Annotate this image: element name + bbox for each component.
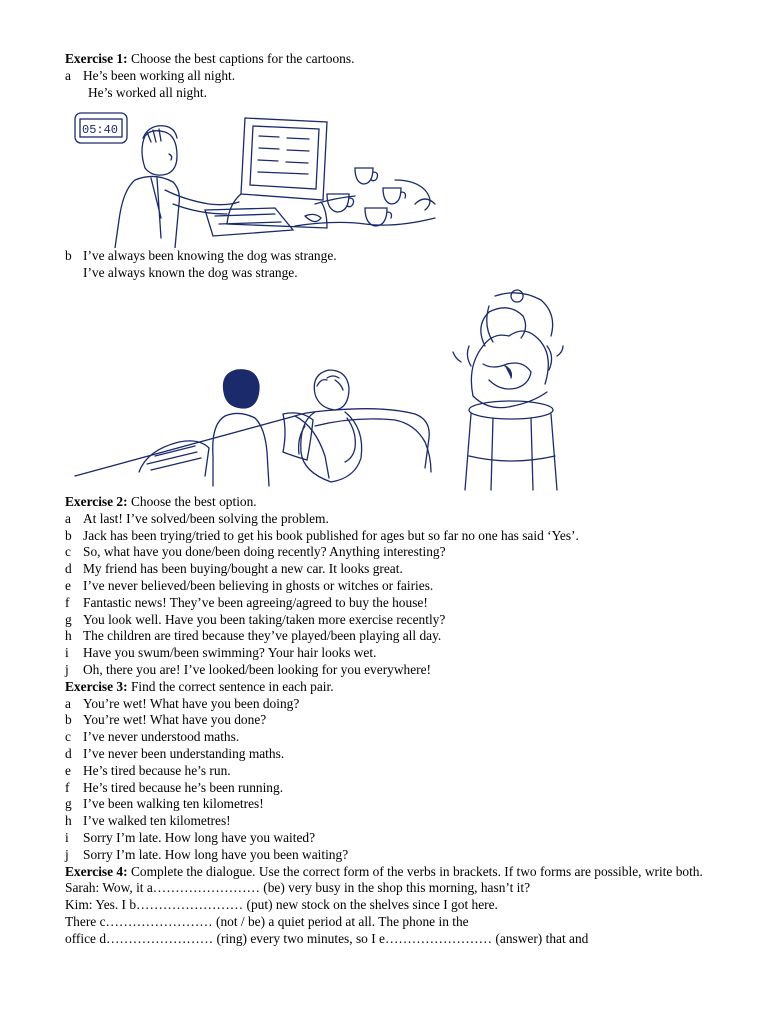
list-item-text: I’ve walked ten kilometres! — [83, 813, 231, 829]
list-item-label: i — [65, 829, 69, 845]
list-item-text: So, what have you done/been doing recently? Anything interesting? — [83, 544, 446, 560]
exercise-2-title — [65, 494, 705, 511]
list-item-text: I’ve never believed/been believing in ghosts or witches or fairies. — [83, 577, 434, 593]
list-item-label: c — [65, 544, 71, 560]
list-item-label: a — [65, 695, 71, 711]
list-item — [65, 561, 705, 578]
list-item-label: e — [65, 577, 71, 593]
ex1-item-b-label: b — [65, 248, 72, 264]
exercise-1-heading: Exercise 1: — [65, 51, 128, 66]
dialogue-line: Sarah: Wow, it a…………………… (be) very busy in the shop this morning, hasn’t it? — [65, 880, 531, 896]
exercise-2-instruction: Choose the best option. — [127, 493, 257, 509]
ex1-item-b-opt2 — [65, 265, 705, 282]
list-item — [65, 528, 705, 545]
list-item-text: Sorry I’m late. How long have you waited? — [83, 829, 316, 845]
list-item-text: You’re wet! What have you been doing? — [83, 695, 300, 711]
list-item — [65, 612, 705, 629]
list-item — [65, 511, 705, 528]
list-item — [65, 595, 705, 612]
list-item — [65, 696, 705, 713]
list-item — [65, 544, 705, 561]
list-item-label: d — [65, 561, 72, 577]
list-item-text: You’re wet! What have you done? — [83, 712, 267, 728]
list-item-text: Jack has been trying/tried to get his book published for ages but so far no one has said ‘Yes’. — [83, 527, 579, 543]
exercise-1-instruction: Choose the best captions for the cartoons. — [127, 51, 355, 66]
list-item-label: d — [65, 745, 72, 761]
list-item-text: Have you swum/been swimming? Your hair looks wet. — [83, 645, 377, 661]
list-item-label: e — [65, 762, 71, 778]
list-item-text: Oh, there you are! I’ve looked/been looking for you everywhere! — [83, 661, 432, 677]
list-item-label: c — [65, 729, 71, 745]
list-item — [65, 813, 705, 830]
ex1-item-a-opt1 — [65, 68, 705, 85]
dialogue-line: office d…………………… (ring) every two minutes, so I e…………………… (answer) that and — [65, 930, 589, 946]
list-item-text: He’s tired because he’s been running. — [83, 779, 284, 795]
list-item — [65, 746, 705, 763]
cartoon-children-and-dog-drawing — [65, 286, 565, 494]
exercise-2-list — [65, 511, 705, 679]
list-item — [65, 796, 705, 813]
list-item — [65, 763, 705, 780]
ex1-item-a-opt2 — [65, 85, 705, 102]
list-item — [65, 830, 705, 847]
ex1-item-a-opt2-text: He’s worked all night. — [88, 84, 208, 100]
list-item — [65, 847, 705, 864]
clock-readout: 05:40 — [82, 123, 119, 138]
list-item-label: f — [65, 779, 70, 795]
list-item-label: g — [65, 611, 72, 627]
dialogue-line: Kim: Yes. I b…………………… (put) new stock on the shelves since I got here. — [65, 897, 498, 913]
list-item-label: j — [65, 846, 69, 862]
exercise-4-heading: Exercise 4: — [65, 863, 128, 879]
exercise-3-heading: Exercise 3: — [65, 678, 128, 694]
list-item-text: He’s tired because he’s run. — [83, 762, 231, 778]
ex1-item-b-opt1 — [65, 248, 705, 265]
list-item-label: g — [65, 796, 72, 812]
list-item-label: h — [65, 813, 72, 829]
list-item-text: Sorry I’m late. How long have you been waiting? — [83, 846, 349, 862]
list-item-text: I’ve been walking ten kilometres! — [83, 796, 264, 812]
cartoon-children-and-dog — [65, 286, 705, 494]
exercise-3-title — [65, 679, 705, 696]
list-item-label: b — [65, 712, 72, 728]
exercise-4-title — [65, 864, 705, 881]
exercise-2-heading: Exercise 2: — [65, 493, 128, 509]
list-item-label: b — [65, 527, 72, 543]
list-item — [65, 712, 705, 729]
list-item-label: f — [65, 594, 70, 610]
cartoon-man-at-computer-drawing — [65, 108, 445, 248]
ex1-item-a-label: a — [65, 67, 71, 83]
exercise-3-instruction: Find the correct sentence in each pair. — [127, 678, 334, 694]
list-item — [65, 628, 705, 645]
exercise-3-list — [65, 696, 705, 864]
list-item — [65, 645, 705, 662]
list-item-text: The children are tired because they’ve played/been playing all day. — [83, 628, 442, 644]
list-item — [65, 662, 705, 679]
list-item-text: Fantastic news! They’ve been agreeing/agreed to buy the house! — [83, 594, 428, 610]
worksheet-page — [65, 51, 705, 948]
list-item-text: I’ve never understood maths. — [83, 729, 240, 745]
list-item-text: My friend has been buying/bought a new car. It looks great. — [83, 561, 403, 577]
exercise-4-instruction: Complete the dialogue. Use the correct form of the verbs in brackets. If two forms are possible, write both. — [127, 863, 703, 879]
list-item-label: h — [65, 628, 72, 644]
list-item-text: I’ve never been understanding maths. — [83, 745, 285, 761]
exercise-1-title — [65, 51, 705, 68]
list-item — [65, 729, 705, 746]
cartoon-man-at-computer — [65, 108, 705, 248]
list-item-text: At last! I’ve solved/been solving the problem. — [83, 510, 329, 526]
ex1-item-b-opt1-text: I’ve always been knowing the dog was strange. — [83, 248, 337, 264]
list-item-label: j — [65, 661, 69, 677]
list-item — [65, 780, 705, 797]
list-item-label: a — [65, 510, 71, 526]
list-item — [65, 578, 705, 595]
ex1-item-b-opt2-text: I’ve always known the dog was strange. — [83, 265, 298, 281]
dialogue-line: There c…………………… (not / be) a quiet period at all. The phone in the — [65, 913, 469, 929]
list-item-label: i — [65, 645, 69, 661]
exercise-4-dialogue — [65, 880, 705, 947]
ex1-item-a-opt1-text: He’s been working all night. — [83, 67, 236, 83]
list-item-text: You look well. Have you been taking/taken more exercise recently? — [83, 611, 446, 627]
